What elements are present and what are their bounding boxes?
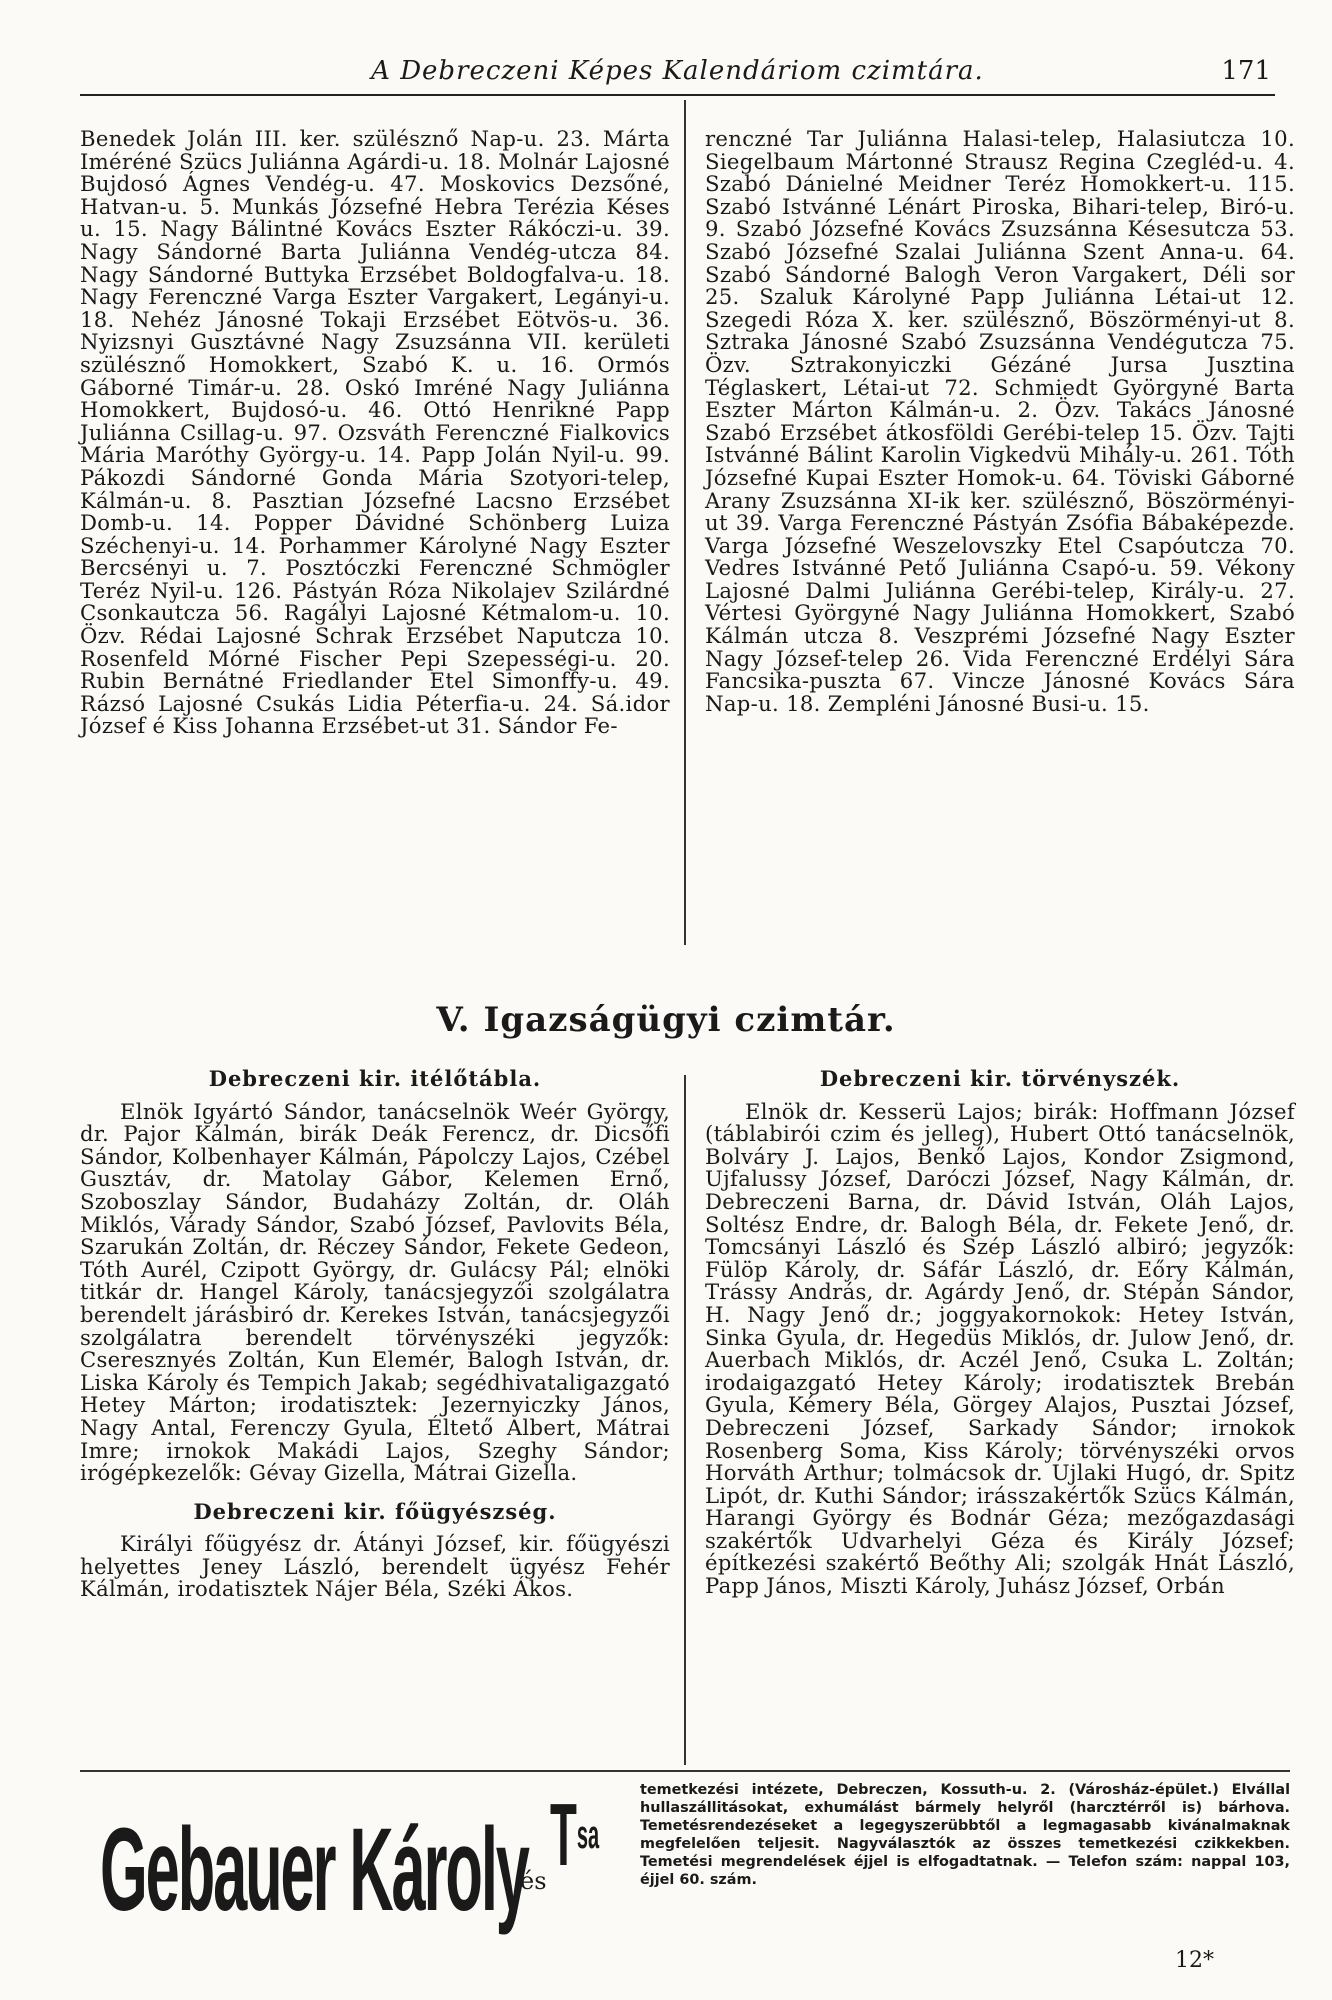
ad-divider bbox=[80, 1770, 1290, 1772]
brand-tsa-letter: T bbox=[550, 1785, 577, 1884]
brand-name: Gebauer Károly bbox=[100, 1804, 528, 1936]
torvenyszek-text: Elnök dr. Kesserü Lajos; birák: Hoffmann József (táblabirói czim és jelleg), Hubert Ottó tanácselnök, Bolváry J. Lajos, Benkő Lajos, Kondor Zsigmond, Ujfalussy József, Daróczi József, Nagy Kálmán, dr. Debreczeni Barna, dr. Dávid István, Oláh Lajos, Soltész Endre, dr. Balogh Béla, dr. Fekete Jenő, dr. Tomcsányi László és Szép László albiró; jegyzők: Fülöp Károly, dr. Sáfár László, dr. Eőry Kálmán, Trássy András, dr. Agárdy Jenő, dr. Stépán Sándor, H. Nagy Jenő dr.; joggyakornokok: Hetey István, Sinka Gyula, dr. Hegedüs Miklós, dr. Julow Jenő, dr. Auerbach Miklós, dr. Aczél Jenő, Csuka L. Zoltán; irodaigazgató Hetey Károly; irodatisztek Brebán Gyula, Kémery Béla, Görgey Alajos, Pusztai József, Debreczeni József, Sarkady Sándor; irnokok Rosenberg Soma, Kiss Károly; törvényszéki orvos Horváth Arthur; tolmácsok dr. Ujlaki Hugó, dr. Spitz Lipót, dr. Kuthi Sándor; irásszakértők Szücs Kálmán, Harangi György és Bodnár Géza; mezőgazdasági szakértők Udvarhelyi Géza és Király József; építkezési szakértő Beőthy Ali; szolgák Hnát László, Papp János, Miszti Károly, Juhász József, Orbán bbox=[705, 1098, 1295, 1599]
ugyeszseg-text: Királyi főügyész dr. Átányi József, kir. főügyészi helyettes Jeney László, berendelt ügyész Fehér Kálmán, irodatisztek Nájer Béla, Széki Ákos. bbox=[80, 1531, 670, 1602]
left-column-bottom bbox=[80, 1068, 670, 1601]
right-column-top bbox=[705, 128, 1295, 715]
signature-mark: 12* bbox=[1175, 1948, 1214, 1973]
brand-es: és bbox=[520, 1867, 547, 1895]
brand-tsa bbox=[550, 1785, 600, 1884]
advertisement-brand bbox=[100, 1785, 640, 1936]
page-header bbox=[80, 52, 1275, 96]
column-divider-top bbox=[684, 100, 686, 945]
tabla-text: Elnök Igyártó Sándor, tanácselnök Weér György, dr. Pajor Kálmán, birák Deák Ferencz, dr. Dicsőfi Sándor, Kolbenhayer Kálmán, Pápolczy Lajos, Czébel Gusztáv, dr. Matolay Gábor, Kelemen Ernő, Szoboszlay Sándor, Budaházy Zoltán, dr. Oláh Miklós, Várady Sándor, Szabó József, Pavlovits Béla, Szarukán Zoltán, dr. Réczey Sándor, Fekete Gedeon, Tóth Aurél, Czipott György, dr. Gulácsy Pál; elnöki titkár dr. Hangel Károly, tanácsjegyzői szolgálatra berendelt járásbiró dr. Kerekes István, tanácsjegyzői szolgálatra berendelt törvényszéki jegyzők: Cseresznyés Zoltán, Kun Elemér, Balogh István, dr. Liska Károly és Tempich Jakab; segédhivataligazgató Hetey Márton; irodatisztek: Jezernyiczky János, Nagy Antal, Ferenczy Gyula, Éltető Albert, Mátrai Imre; irnokok Makádi Lajos, Szeghy Sándor; irógépkezelők: Gévay Gizella, Mátrai Gizella. bbox=[80, 1098, 670, 1486]
tabla-heading: Debreczeni kir. itélőtábla. bbox=[208, 1066, 542, 1091]
midwife-list-right: renczné Tar Juliánna Halasi-telep, Halasiutcza 10. Siegelbaum Mártonné Strausz Regina Czegléd-u. 4. Szabó Dánielné Meidner Teréz Homokkert-u. 115. Szabó Istvánné Lénárt Piroska, Bihari-telep, Biró-u. 9. Szabó Józsefné Kovács Zsuzsánna Késesutcza 53. Szabó Józsefné Szalai Juliánna Szent Anna-u. 64. Szabó Sándorné Balogh Veron Vargakert, Déli sor 25. Szaluk Károlyné Papp Juliánna Létai-ut 12. Szegedi Róza X. ker. szülésznő, Böszörményi-ut 8. Sztraka Jánosné Szabó Zsuzsánna Vendégutcza 75. Özv. Sztrakonyiczki Gézáné Jursa Jusztina Téglaskert, Létai-ut 72. Schmiedt Györgyné Barta Eszter Márton Kálmán-u. 2. Özv. Takács Jánosné Szabó Erzsébet átkosföldi Gerébi-telep 15. Özv. Tajti Istvánné Bálint Karolin Vigkedvü Mihály-u. 261. Tóth Józsefné Kupai Eszter Homok-u. 64. Töviski Gáborné Arany Zsuzsánna XI-ik ker. szülésznő, Böszörményi-ut 39. Varga Ferenczné Pástyán Zsófia Bábaképezde. Varga Józsefné Weszelovszky Etel Csapóutcza 70. Vedres Istvánné Pető Juliánna Csapó-u. 59. Vékony Lajosné Dalmi Juliánna Gerébi-telep, Király-u. 27. Vértesi Györgyné Nagy Juliánna Homokkert, Szabó Kálmán utcza 8. Veszprémi Józsefné Nagy Eszter Nagy József-telep 26. Vida Ferenczné Erdélyi Sára Fancsika-puszta 67. Vincze Jánosné Kovács Sára Nap-u. 18. Zempléni Jánosné Busi-u. 15. bbox=[705, 126, 1295, 716]
brand-tsa-sup: sa bbox=[576, 1813, 600, 1857]
ugyeszseg-heading: Debreczeni kir. főügyészség. bbox=[193, 1498, 557, 1524]
page-number: 171 bbox=[1221, 56, 1271, 86]
torvenyszek-heading: Debreczeni kir. törvényszék. bbox=[819, 1066, 1181, 1091]
running-title: A Debreczeni Képes Kalendáriom czimtára. bbox=[371, 56, 984, 86]
midwife-list-left: Benedek Jolán III. ker. szülésznő Nap-u. 23. Márta Iméréné Szücs Juliánna Agárdi-u. 18. Molnár Lajosné Bujdosó Ágnes Vendég-u. 47. Moskovics Dezsőné, Hatvan-u. 5. Munkás Józsefné Hebra Terézia Késes u. 15. Nagy Bálintné Kovács Eszter Rákóczi-u. 39. Nagy Sándorné Barta Juliánna Vendég-utcza 84. Nagy Sándorné Buttyka Erzsébet Boldogfalva-u. 18. Nagy Ferenczné Varga Eszter Vargakert, Legányi-u. 18. Nehéz Jánosné Tokaji Erzsébet Eötvös-u. 36. Nyizsnyi Gusztávné Nagy Zsuzsánna VII. kerületi szülésznő Homokkert, Szabó K. u. 16. Ormós Gáborné Timár-u. 28. Oskó Imréné Nagy Juliánna Homokkert, Bujdosó-u. 46. Ottó Henrikné Papp Juliánna Csillag-u. 97. Ozsváth Ferenczné Fialkovics Mária Maróthy György-u. 14. Papp Jolán Nyil-u. 99. Pákozdi Sándorné Gonda Mária Szotyori-telep, Kálmán-u. 8. Pasztian Józsefné Lacsno Erzsébet Domb-u. 14. Popper Dávidné Schönberg Luiza Széchenyi-u. 14. Porhammer Károlyné Nagy Eszter Bercsényi u. 7. Posztóczki Ferenczné Schmögler Teréz Nyil-u. 126. Pástyán Róza Nikolajev Szilárdné Csonkautcza 56. Ragályi Lajosné Kétmalom-u. 10. Özv. Rédai Lajosné Schrak Erzsébet Naputcza 10. Rosenfeld Mórné Fischer Pepi Szepességi-u. 20. Rubin Bernátné Friedlander Etel Simonffy-u. 49. Rázsó Lajosné Csukás Lidia Péterfia-u. 24. Sá.idor József é Kiss Johanna Erzsébet-ut 31. Sándor Fe- bbox=[80, 126, 670, 739]
advertisement-text: temetkezési intézete, Debreczen, Kossuth-u. 2. (Városház-épület.) Elvállal hullaszállitásokat, exhumálást bármely helyről (harcztérről is) bárhova. Temetésrendezéseket a legegyszerübbtől a legmagasabb kivánalmaknak megfelelően teljesit. Nagyválasztók az összes temetkezési czikkekben. Temetési megrendelések éjjel is elfogadtatnak. — Telefon szám: nappal 103, éjjel 60. szám. bbox=[640, 1782, 1290, 1888]
right-column-bottom bbox=[705, 1068, 1295, 1598]
section-title: V. Igazságügyi czimtár. bbox=[436, 1000, 896, 1040]
left-column-top bbox=[80, 128, 670, 738]
column-divider-bottom bbox=[684, 1075, 686, 1765]
